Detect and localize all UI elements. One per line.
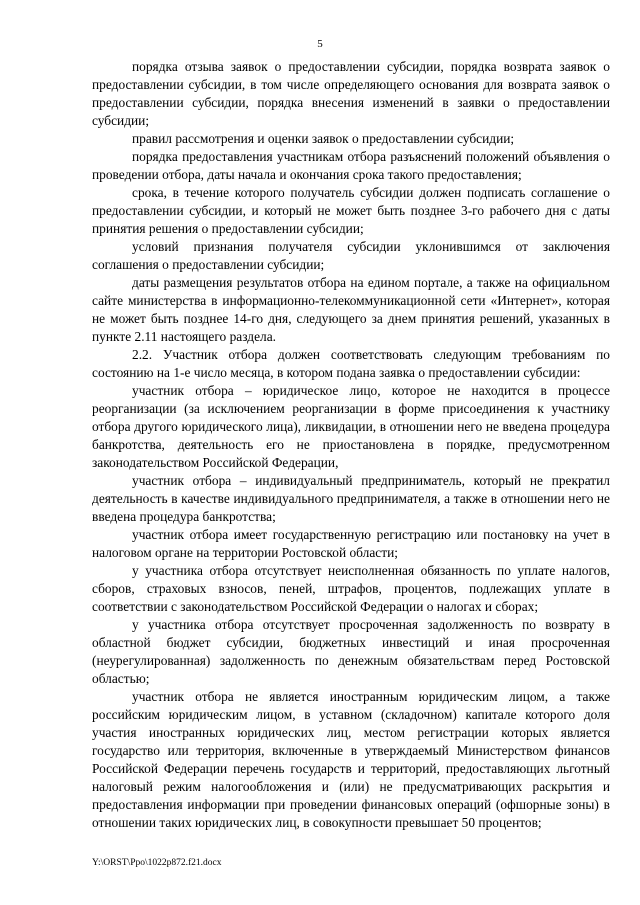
paragraph: у участника отбора отсутствует неисполненная обязанность по уплате налогов, сборов, страховых взносов, пеней, штрафов, процентов, подлежащих уплате в соответствии с законодательством Российской Федерации о налогах и сборах; [92, 563, 610, 614]
paragraph: условий признания получателя субсидии уклонившимся от заключения соглашения о предоставлении субсидии; [92, 239, 610, 272]
document-body [92, 58, 610, 832]
paragraph: у участника отбора отсутствует просроченная задолженность по возврату в областной бюджет субсидии, бюджетных инвестиций и иная просроченная (неурегулированная) задолженность по денежным обязательствам перед Ростовской областью; [92, 617, 610, 686]
paragraph: порядка отзыва заявок о предоставлении субсидии, порядка возврата заявок о предоставлении субсидии, в том числе определяющего основания для возврата заявок о предоставлении субсидии, порядка внесения изменений в заявки о предоставлении субсидии; [92, 59, 610, 128]
paragraph: правил рассмотрения и оценки заявок о предоставлении субсидии; [132, 131, 515, 146]
paragraph: срока, в течение которого получатель субсидии должен подписать соглашение о предоставлении субсидии, и который не может быть позднее 3-го рабочего дня с даты принятия решения о предоставлении субсидии; [92, 185, 610, 236]
paragraph: участник отбора – юридическое лицо, которое не находится в процессе реорганизации (за исключением реорганизации в форме присоединения к участнику отбора другого юридического лица), ликвидации, в отношении него не введена процедура банкротства, деятельность его не приостановлена в порядке, предусмотренном законодательством Российской Федерации, [92, 383, 610, 470]
paragraph: участник отбора не является иностранным юридическим лицом, а также российским юридическим лицом, в уставном (складочном) капитале которого доля участия иностранных юридических лиц, местом регистрации которых является государство или территория, включенные в утверждаемый Министерством финансов Российской Федерации перечень государств и территорий, предоставляющих льготный налоговый режим налогообложения и (или) не предусматривающих раскрытия и предоставления информации при проведении финансовых операций (офшорные зоны) в отношении таких юридических лиц, в совокупности превышает 50 процентов; [92, 689, 610, 830]
paragraph: участник отбора – индивидуальный предприниматель, который не прекратил деятельность в качестве индивидуального предпринимателя, а также в отношении него не введена процедура банкротства; [92, 473, 610, 524]
paragraph: участник отбора имеет государственную регистрацию или постановку на учет в налоговом органе на территории Ростовской области; [92, 527, 610, 560]
page-number: 5 [317, 38, 323, 50]
paragraph: 2.2. Участник отбора должен соответствовать следующим требованиям по состоянию на 1-е число месяца, в котором подана заявка о предоставлении субсидии: [92, 347, 610, 380]
paragraph: даты размещения результатов отбора на едином портале, а также на официальном сайте министерства в информационно-телекоммуникационной сети «Интернет», которая не может быть позднее 14-го дня, следующего за днем принятия решений, указанных в пункте 2.11 настоящего раздела. [92, 275, 610, 344]
paragraph: порядка предоставления участникам отбора разъяснений положений объявления о проведении отбора, даты начала и окончания срока такого предоставления; [92, 149, 610, 182]
footer-file-path: Y:\ORST\Ppo\1022p872.f21.docx [92, 858, 222, 868]
